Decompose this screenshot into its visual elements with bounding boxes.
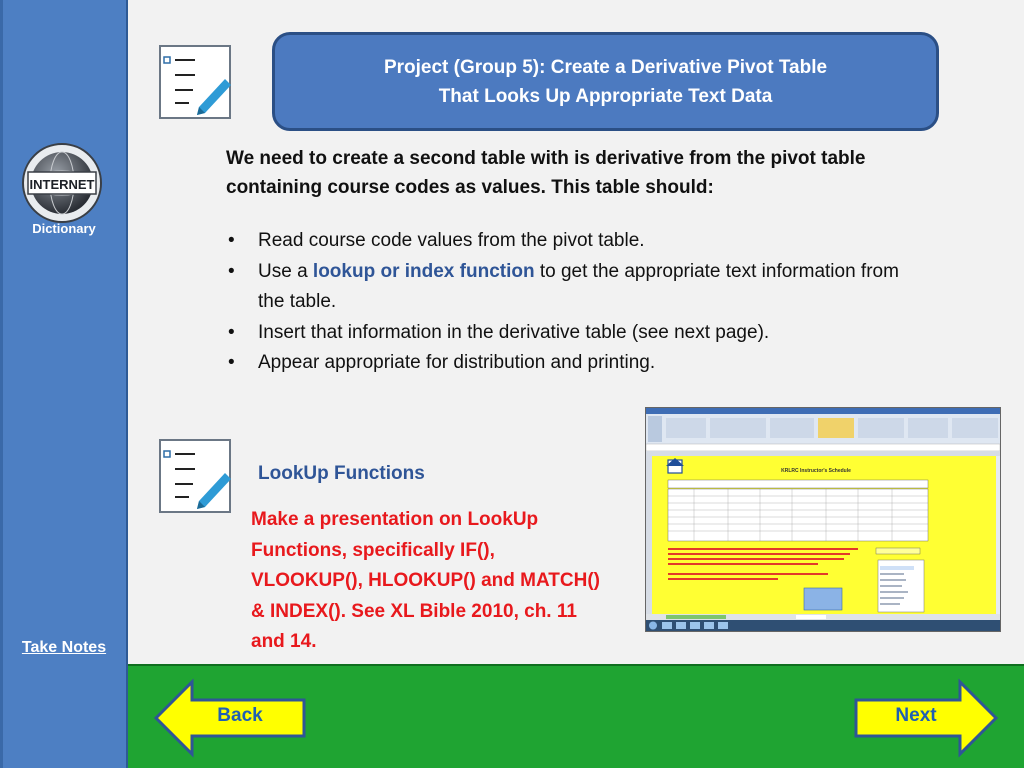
excel-screenshot-thumbnail [645,407,1001,632]
sheet-title: KRLRC Instructor's Schedule [781,468,851,474]
lookup-functions-heading: LookUp Functions [258,463,425,484]
bullet-dot: • [228,260,235,282]
list-item [226,226,926,257]
next-button[interactable] [852,678,1000,758]
notepad-pen-icon [159,45,233,121]
bullet-dot: • [228,321,235,343]
list-item [226,348,926,379]
dictionary-label[interactable]: Dictionary [32,221,96,236]
bullet-dot: • [228,352,235,373]
lookup-assignment-text: Make a presentation on LookUp Functions, specifically IF(), VLOOKUP(), HLOOKUP() and MATCH() & INDEX(). See XL Bible 2010, ch. 11 and 14. [251,509,600,652]
intro-paragraph: We need to create a second table with is derivative from the pivot table containing course codes as values. This table should: [226,148,866,198]
bullet-dot: • [228,230,235,251]
internet-logo-text: INTERNET [29,177,95,192]
requirements-list [226,226,926,379]
internet-dictionary-icon[interactable] [22,143,102,223]
back-button[interactable] [152,678,308,758]
notepad-pen-icon [159,439,233,515]
bullet-text: Appear appropriate for distribution and printing. [258,352,656,373]
list-item [226,257,926,318]
slide-title-banner [272,32,939,131]
lookup-function-link[interactable]: lookup or index function [312,260,535,282]
list-item [226,318,926,349]
title-line-2: That Looks Up Appropriate Text Data [438,85,773,107]
bullet-text-before: Use a [258,260,313,282]
take-notes-link[interactable]: Take Notes [21,639,107,656]
bullet-text: Read course code values from the pivot table. [258,230,645,251]
back-label: Back [217,705,263,726]
sidebar [0,0,128,768]
bullet-text-after: to get the appropriate text information from the table. [258,260,899,312]
footer-nav-bar [128,664,1024,768]
excel-window-image [646,408,1000,631]
title-line-1: Project (Group 5): Create a Derivative Pivot Table [383,56,828,78]
next-label: Next [895,705,937,726]
bullet-text: Insert that information in the derivative table (see next page). [258,321,770,343]
